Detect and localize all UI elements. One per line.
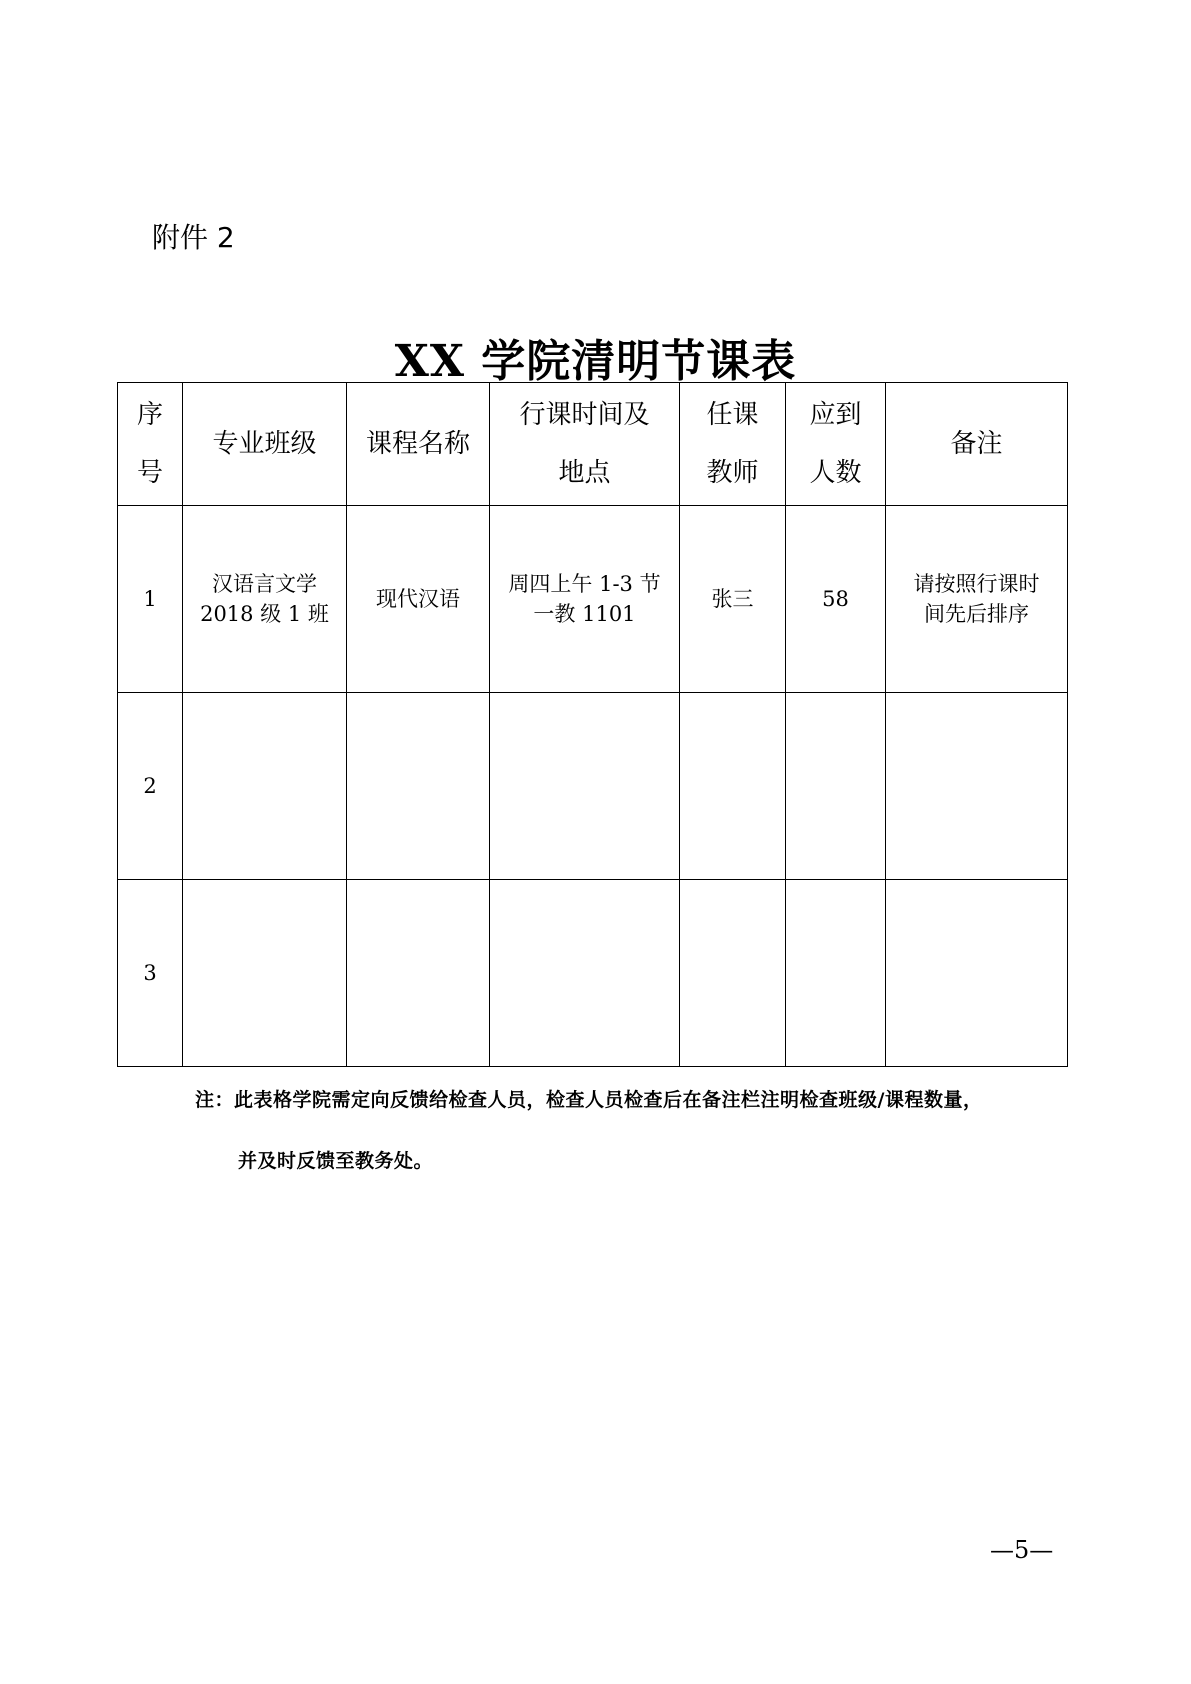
table-cell: 汉语言文学 2018 级 1 班: [183, 506, 347, 693]
header-cell: 课程名称: [347, 383, 490, 506]
header-cell: 任课 教师: [680, 383, 786, 506]
table-cell: [347, 880, 490, 1067]
table-row: [118, 693, 1068, 880]
header-cell: 序 号: [118, 383, 183, 506]
page-number: —5—: [990, 1536, 1054, 1564]
header-cell: 专业班级: [183, 383, 347, 506]
header-cell: 行课时间及 地点: [490, 383, 680, 506]
table-header-row: [118, 383, 1068, 506]
table-cell: [886, 880, 1068, 1067]
table-cell: 张三: [680, 506, 786, 693]
table-cell: [490, 880, 680, 1067]
table-cell: 2: [118, 693, 183, 880]
page-title: XX 学院清明节课表: [394, 336, 797, 387]
header-cell: 应到 人数: [786, 383, 886, 506]
table-cell: [886, 693, 1068, 880]
table-cell: 58: [786, 506, 886, 693]
table-cell: [490, 693, 680, 880]
table-cell: [183, 880, 347, 1067]
table-cell: [680, 693, 786, 880]
schedule-table: [117, 382, 1068, 1067]
header-cell: 备注: [886, 383, 1068, 506]
table-cell: [680, 880, 786, 1067]
footnote-line-2: 并及时反馈至教务处。: [238, 1150, 434, 1172]
table-cell: 请按照行课时 间先后排序: [886, 506, 1068, 693]
table-cell: [183, 693, 347, 880]
footnote-line-1: 注：此表格学院需定向反馈给检查人员，检查人员检查后在备注栏注明检查班级/课程数量，: [195, 1089, 983, 1111]
table-cell: 现代汉语: [347, 506, 490, 693]
table-row: [118, 880, 1068, 1067]
table-cell: [786, 880, 886, 1067]
table-cell: 1: [118, 506, 183, 693]
table-cell: [786, 693, 886, 880]
table-cell: 3: [118, 880, 183, 1067]
table-cell: [347, 693, 490, 880]
table-cell: 周四上午 1-3 节 一教 1101: [490, 506, 680, 693]
table-row: [118, 506, 1068, 693]
attachment-label: 附件 2: [152, 221, 235, 254]
